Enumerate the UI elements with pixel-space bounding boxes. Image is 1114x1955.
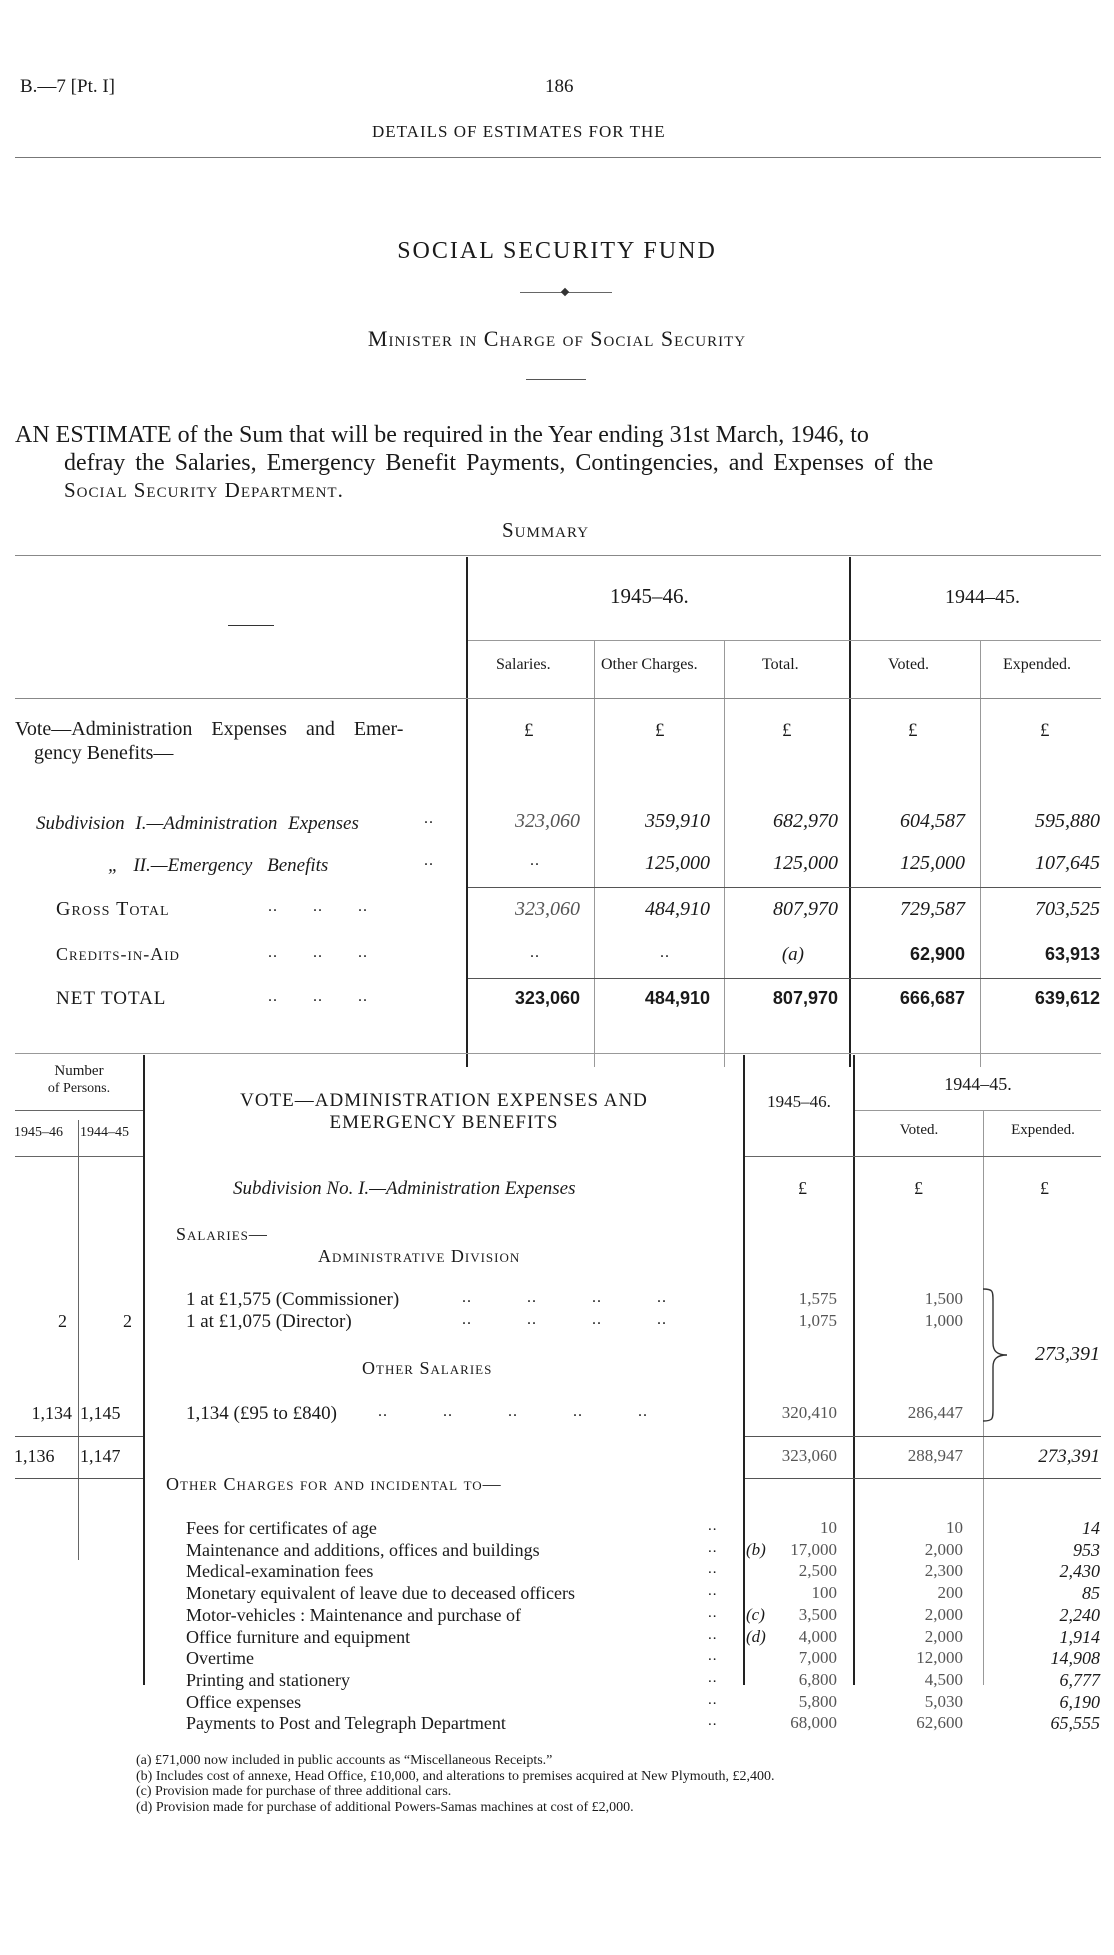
summary-voted-4: 62,900	[909, 944, 965, 964]
leader-dots: ..	[708, 1713, 718, 1730]
summary-col-salaries: Salaries.	[496, 656, 551, 673]
summary-divider-other	[724, 640, 725, 1067]
summary-row-subdivision-1: Subdivision I.—Administration Expenses	[36, 813, 359, 834]
vote-year-rule	[855, 1110, 1101, 1111]
row-commissioner-current: 1,575	[798, 1289, 837, 1308]
bracket-expended: 273,391	[1035, 1343, 1100, 1365]
charge-note: (c)	[746, 1604, 765, 1624]
summary-year-current: 1945–46.	[610, 584, 689, 608]
summary-voted-2: 125,000	[900, 852, 965, 874]
charge-current: 10	[820, 1518, 837, 1537]
persons-other-1944: 1,145	[80, 1403, 121, 1423]
row-other-salaries-current: 320,410	[781, 1403, 837, 1422]
leader-dots: ..	[708, 1669, 718, 1686]
summary-vote-line-1: Vote—Administration Expenses and Emer-	[15, 718, 404, 740]
charge-current: 3,500	[798, 1604, 837, 1624]
persons-header-2: of Persons.	[47, 1081, 111, 1096]
summary-expended-4: 63,913	[1044, 944, 1100, 964]
leader-dots: .. .. .. ..	[462, 1289, 667, 1306]
admin-division-heading: Administrative Division	[318, 1246, 521, 1266]
row-director-current: 1,075	[798, 1311, 837, 1330]
summary-total-3: 807,970	[773, 898, 838, 920]
summary-voted-3: 729,587	[900, 898, 965, 920]
leader-dots: ..	[708, 1583, 718, 1600]
vote-top-rule	[15, 1053, 1101, 1054]
charge-label: Maintenance and additions, offices and buildings	[186, 1539, 540, 1560]
other-salaries-heading: Other Salaries	[362, 1358, 493, 1378]
summary-blank-label	[228, 625, 274, 626]
persons-total-1945: 1,136	[14, 1446, 55, 1466]
charge-note: (b)	[746, 1539, 766, 1559]
persons-col-1945: 1945–46	[14, 1125, 63, 1140]
charge-label: Printing and stationery	[186, 1669, 350, 1690]
row-other-salaries-voted: 286,447	[907, 1403, 963, 1422]
charge-expended: 65,555	[1050, 1713, 1100, 1734]
summary-row-gross-total: Gross Total	[56, 898, 170, 920]
charge-expended: 85	[1082, 1583, 1100, 1604]
summary-row-credits: Credits-in-Aid	[56, 944, 180, 964]
leader-dots: .. .. ..	[268, 944, 368, 961]
leader-dots: .. .. ..	[268, 988, 368, 1005]
summary-col-expended: Expended.	[1003, 656, 1071, 673]
summary-net-rule	[468, 978, 1101, 979]
charge-current: 6,800	[798, 1669, 837, 1689]
leader-dots: ..	[708, 1518, 718, 1534]
summary-salaries-4: ..	[530, 944, 540, 961]
row-director-voted: 1,000	[924, 1311, 963, 1330]
row-commissioner-label: 1 at £1,575 (Commissioner)	[186, 1289, 400, 1310]
leader-dots: .. .. .. .. ..	[378, 1403, 648, 1420]
charge-current: 100	[811, 1583, 837, 1603]
summary-expended-3: 703,525	[1035, 898, 1100, 920]
charge-current: 7,000	[798, 1648, 837, 1668]
leader-dots: .. .. ..	[268, 898, 368, 915]
charge-expended: 14	[1082, 1518, 1100, 1538]
charge-expended: 14,908	[1050, 1648, 1100, 1669]
title-ornament	[520, 290, 612, 296]
charge-note: (d)	[746, 1626, 766, 1646]
summary-voted-5: 666,687	[899, 988, 965, 1008]
persons-total-rule	[15, 1478, 143, 1479]
charge-label: Payments to Post and Telegraph Department	[186, 1713, 506, 1734]
vote-title-line-1: VOTE—ADMINISTRATION EXPENSES AND	[240, 1090, 648, 1111]
summary-year-previous: 1944–45.	[945, 586, 1020, 608]
salary-subtotal-rule-right	[745, 1436, 1101, 1437]
summary-other-2: 125,000	[645, 852, 710, 874]
summary-salaries-2: ..	[530, 852, 540, 869]
summary-other-5: 484,910	[644, 988, 710, 1008]
persons-header-1: Number	[54, 1063, 104, 1079]
summary-expended-1: 595,880	[1035, 810, 1100, 832]
charge-label: Fees for certificates of age	[186, 1518, 377, 1538]
charge-label: Office expenses	[186, 1691, 302, 1712]
summary-header-rule	[15, 698, 1101, 699]
charge-current: 68,000	[790, 1713, 837, 1733]
summary-gross-rule	[468, 887, 1101, 888]
charge-label: Medical-examination fees	[186, 1561, 374, 1582]
intro-line-2: defray the Salaries, Emergency Benefit Payments, Contingencies, and Expenses of the	[64, 450, 934, 476]
charge-voted: 62,600	[916, 1713, 963, 1733]
charge-expended: 2,430	[1059, 1561, 1100, 1582]
minister-rule	[526, 379, 586, 380]
summary-salaries-5: 323,060	[514, 988, 580, 1008]
leader-dots: ..	[708, 1561, 718, 1578]
other-charges-heading: Other Charges for and incidental to—	[166, 1474, 502, 1494]
charge-current: 17,000	[790, 1539, 837, 1559]
summary-total-1: 682,970	[773, 810, 838, 832]
leader-dots: .. .. .. ..	[462, 1311, 667, 1328]
summary-total-5: 807,970	[772, 988, 838, 1008]
vote-persons-divider	[78, 1120, 79, 1560]
persons-header-rule	[15, 1110, 143, 1111]
vote-pound-expended: £	[1040, 1178, 1049, 1198]
header-rule	[15, 157, 1101, 158]
summary-salaries-1: 323,060	[515, 810, 580, 832]
vote-header-rule	[745, 1156, 1101, 1157]
persons-admin-1945: 2	[58, 1311, 67, 1331]
pound-total: £	[782, 720, 792, 741]
pound-expended: £	[1040, 720, 1050, 741]
salary-total-current: 323,060	[781, 1446, 837, 1465]
leader-dots: ..	[424, 810, 434, 827]
pound-voted: £	[908, 720, 918, 741]
row-commissioner-voted: 1,500	[924, 1289, 963, 1308]
summary-expended-5: 639,612	[1034, 988, 1100, 1008]
footnote: (a) £71,000 now included in public accounts as “Miscellaneous Receipts.”	[136, 1753, 553, 1768]
pound-other: £	[655, 720, 665, 741]
summary-divider-years	[849, 557, 851, 1067]
footnote: (d) Provision made for purchase of additional Powers-Samas machines at cost of £2,000.	[136, 1799, 634, 1815]
summary-row-subdivision-2: „ II.—Emergency Benefits	[108, 855, 329, 876]
intro-line-3: Social Security Department.	[64, 478, 344, 502]
vote-pound-voted: £	[914, 1178, 923, 1198]
charge-voted: 2,300	[924, 1561, 963, 1581]
charge-current: 5,800	[798, 1691, 837, 1711]
summary-col-voted: Voted.	[888, 656, 930, 673]
persons-col-rule	[15, 1156, 143, 1157]
summary-other-4: ..	[660, 944, 670, 961]
row-other-salaries-label: 1,134 (£95 to £840)	[186, 1403, 337, 1424]
minister-line: Minister in Charge of Social Security	[367, 326, 747, 351]
charge-label: Overtime	[186, 1648, 254, 1669]
salary-total-rule-right	[745, 1478, 1101, 1479]
summary-top-rule	[15, 555, 1101, 556]
charge-expended: 953	[1073, 1539, 1100, 1560]
document-ref: B.—7 [Pt. I]	[20, 76, 115, 97]
summary-other-3: 484,910	[645, 898, 710, 920]
persons-admin-1944: 2	[123, 1311, 132, 1331]
vote-year-current: 1945–46.	[767, 1092, 831, 1111]
charge-current: 4,000	[798, 1626, 837, 1646]
leader-dots: ..	[708, 1626, 718, 1643]
vote-col-expended: Expended.	[1011, 1122, 1075, 1138]
charge-voted: 2,000	[924, 1604, 963, 1624]
leader-dots: ..	[708, 1604, 718, 1621]
footnote: (c) Provision made for purchase of three additional cars.	[136, 1784, 452, 1799]
leader-dots: ..	[708, 1691, 718, 1708]
page-number: 186	[545, 76, 574, 97]
leader-dots: ..	[708, 1539, 718, 1556]
row-director-label: 1 at £1,075 (Director)	[186, 1311, 352, 1332]
summary-divider-salaries	[594, 640, 595, 1067]
charge-voted: 200	[937, 1583, 963, 1603]
charge-label: Monetary equivalent of leave due to deceased officers	[186, 1583, 575, 1604]
charge-voted: 12,000	[916, 1648, 963, 1668]
summary-other-1: 359,910	[645, 810, 710, 832]
summary-row-net-total: NET TOTAL	[56, 988, 167, 1009]
summary-col-other: Other Charges.	[601, 656, 698, 673]
intro-line-1: AN ESTIMATE of the Sum that will be required in the Year ending 31st March, 1946, to	[15, 422, 869, 448]
charge-expended: 2,240	[1059, 1604, 1100, 1625]
charge-expended: 1,914	[1059, 1626, 1100, 1647]
vote-title-line-2: EMERGENCY BENEFITS	[329, 1112, 559, 1133]
summary-expended-2: 107,645	[1035, 852, 1100, 874]
summary-salaries-3: 323,060	[515, 898, 580, 920]
persons-total-1944: 1,147	[80, 1446, 121, 1466]
salary-total-voted: 288,947	[907, 1446, 963, 1465]
summary-total-2: 125,000	[773, 852, 838, 874]
charge-label: Office furniture and equipment	[186, 1626, 411, 1647]
vote-col-voted: Voted.	[899, 1122, 939, 1138]
footnote: (b) Includes cost of annexe, Head Office, £10,000, and alterations to premises acquired at New Plymouth, £2,400.	[136, 1768, 775, 1784]
charge-voted: 4,500	[924, 1669, 963, 1689]
vote-pound-current: £	[798, 1178, 807, 1198]
fund-title: SOCIAL SECURITY FUND	[397, 238, 717, 264]
salaries-heading: Salaries—	[176, 1224, 268, 1244]
summary-total-4: (a)	[781, 944, 804, 965]
summary-vote-line-2: gency Benefits—	[34, 742, 174, 764]
leader-dots: ..	[424, 852, 434, 869]
charge-label: Motor-vehicles : Maintenance and purchase of	[186, 1604, 522, 1625]
page-subtitle: DETAILS OF ESTIMATES FOR THE	[372, 122, 666, 141]
pound-salaries: £	[524, 720, 534, 741]
summary-heading: Summary	[502, 518, 590, 542]
vote-subdivision: Subdivision No. I.—Administration Expenses	[233, 1178, 576, 1199]
persons-other-1945: 1,134	[31, 1403, 72, 1423]
persons-col-1944: 1944–45	[80, 1125, 129, 1140]
summary-year-rule	[468, 640, 1101, 641]
summary-col-total: Total.	[762, 656, 799, 673]
summary-voted-1: 604,587	[900, 810, 965, 832]
charge-voted: 2,000	[924, 1539, 963, 1559]
charge-expended: 6,190	[1059, 1691, 1100, 1712]
summary-divider-main	[466, 557, 468, 1067]
salary-subtotal-rule	[15, 1436, 143, 1437]
leader-dots: ..	[708, 1648, 718, 1665]
vote-year-previous: 1944–45.	[944, 1074, 1012, 1094]
charge-voted: 5,030	[924, 1691, 963, 1711]
vote-persons-right-divider	[143, 1055, 145, 1685]
charge-expended: 6,777	[1059, 1669, 1100, 1690]
charge-voted: 10	[946, 1518, 963, 1537]
charge-current: 2,500	[798, 1561, 837, 1581]
summary-divider-voted	[980, 640, 981, 1067]
salary-total-expended: 273,391	[1038, 1446, 1100, 1467]
charge-voted: 2,000	[924, 1626, 963, 1646]
